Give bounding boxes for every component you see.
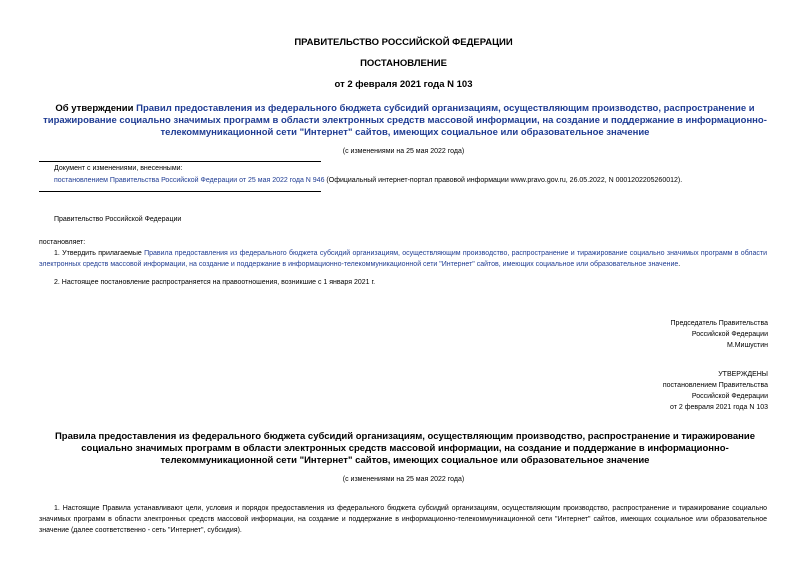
document-type-heading: ПОСТАНОВЛЕНИЕ: [360, 58, 447, 69]
amendments-intro: Документ с изменениями, внесенными:: [54, 165, 183, 172]
decrees-text: постановляет:: [39, 239, 86, 246]
amendments-entry: [54, 175, 682, 186]
approved-line-1: УТВЕРЖДЕНЫ: [718, 371, 768, 378]
signature-line-2: Российской Федерации: [691, 331, 768, 338]
rules-title: Правила предоставления из федерального бюджета субсидий организациям, осуществляющим производство, распространение и тиражирование социально значимых программ в области электронных средств массовой информации, на создание и поддержание в информационно-телекоммуникационной сети "Интернет" сайтов, имеющих социальное или образовательное значение: [54, 431, 756, 466]
approved-line-4: от 2 февраля 2021 года N 103: [670, 404, 768, 411]
signature-name: М.Мишустин: [726, 342, 768, 349]
signature-line-1: Председатель Правительства: [670, 320, 768, 327]
decree-item-1: [39, 248, 767, 270]
title-rules-link[interactable]: Правил предоставления из федерального бюджета субсидий организациям, осуществляющим производство, распространение и тиражирование социально значимых программ в области электронных средств массовой информации, на создание и поддержание в информационно-телекоммуникационной сети "Интернет" сайтов, имеющих социальное или образовательное значение: [43, 103, 767, 138]
amendment-source: (Официальный интернет-портал правовой информации www.pravo.gov.ru, 26.05.2022, N 0001202205260012).: [324, 177, 683, 184]
document-date-number: от 2 февраля 2021 года N 103: [334, 79, 473, 90]
government-heading: ПРАВИТЕЛЬСТВО РОССИЙСКОЙ ФЕДЕРАЦИИ: [294, 37, 513, 48]
issuer-text: Правительство Российской Федерации: [54, 216, 182, 223]
amendments-top-rule: [39, 161, 321, 162]
decree-item-2: 2. Настоящее постановление распространяется на правоотношения, возникшие с 1 января 2021 г.: [54, 279, 376, 286]
document-title: [40, 103, 770, 139]
approved-line-2: постановлением Правительства: [662, 382, 768, 389]
amendment-decree-link[interactable]: постановлением Правительства Российской Федерации от 25 мая 2022 года N 946: [54, 177, 325, 184]
amended-note: (с изменениями на 25 мая 2022 года): [342, 148, 465, 155]
item1-prefix: 1. Утвердить прилагаемые: [54, 250, 145, 257]
title-prefix: Об утверждении: [55, 103, 137, 114]
amendments-bottom-rule: [39, 191, 321, 192]
item1-rules-link[interactable]: Правила предоставления из федерального бюджета субсидий организациям, осуществляющим производство, распространение и тиражирование социально значимых программ в области электронных средств массовой информации, на создание и поддержание в информационно-телекоммуникационной сети "Интернет" сайтов, имеющих социальное или образовательное значение: [39, 250, 767, 268]
approved-line-3: Российской Федерации: [691, 393, 768, 400]
item1-suffix: .: [678, 261, 681, 268]
rules-amended-note: (с изменениями на 25 мая 2022 года): [342, 476, 465, 483]
rules-item-1: 1. Настоящие Правила устанавливают цели, условия и порядок предоставления из федерального бюджета субсидий организациям, осуществляющим производство, распространение и тиражирование социально значимых программ в области электронных средств массовой информации, на создание и поддержание в информационно-телекоммуникационной сети "Интернет" сайтов, имеющих социальное или образовательное значение (далее соответственно - сеть "Интернет", субсидия).: [39, 505, 767, 534]
